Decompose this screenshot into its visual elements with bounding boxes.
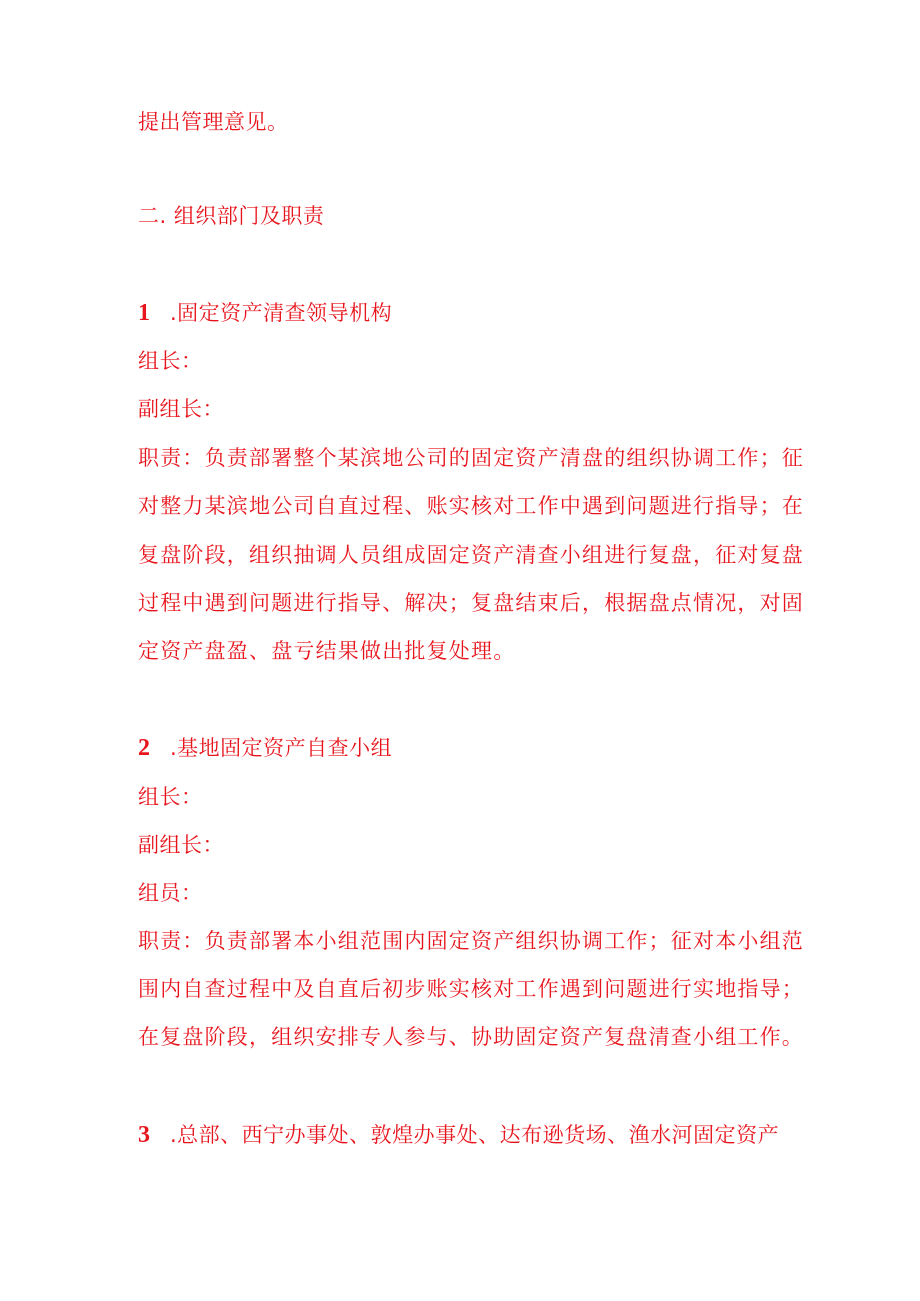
item1-heading (138, 298, 392, 328)
item2-duty-line: 职责：负责部署本小组范围内固定资产组织协调工作；征对本小组范 (138, 929, 804, 953)
item2-duty-line: 围内自查过程中及自直后初步账实核对工作遇到问题进行实地指导； (138, 977, 804, 1001)
intro-line: 提出管理意见。 (138, 110, 289, 134)
item1-duty-line: 职责：负责部署整个某滨地公司的固定资产清盘的组织协调工作；征 (138, 446, 804, 470)
item2-leader: 组长： (138, 785, 203, 809)
item2-deputy: 副组长： (138, 833, 224, 857)
item2-duty-line: 在复盘阶段，组织安排专人参与、协助固定资产复盘清查小组工作。 (138, 1025, 804, 1049)
item1-duty-line: 过程中遇到问题进行指导、解决；复盘结束后，根据盘点情况，对固 (138, 591, 804, 615)
item1-number: 1 (138, 300, 151, 326)
item3-number: 3 (138, 1122, 151, 1148)
item1-duty-line: 定资产盘盈、盘亏结果做出批复处理。 (138, 639, 516, 663)
item2-title: .基地固定资产自查小组 (170, 736, 393, 760)
item3-title: .总部、西宁办事处、敦煌办事处、达布逊货场、渔水河固定资产 (170, 1123, 780, 1147)
item1-title: .固定资产清查领导机构 (170, 301, 393, 325)
item1-leader: 组长： (138, 349, 203, 373)
item1-duty-line: 对整力某滨地公司自直过程、账实核对工作中遇到问题进行指导；在 (138, 494, 804, 518)
item3-heading (138, 1120, 779, 1150)
item1-duty-line: 复盘阶段，组织抽调人员组成固定资产清查小组进行复盘，征对复盘 (138, 543, 804, 567)
item2-heading (138, 733, 392, 763)
item2-number: 2 (138, 735, 151, 761)
item1-deputy: 副组长： (138, 397, 224, 421)
item2-members: 组员： (138, 881, 203, 905)
section-two-title: 二. 组织部门及职责 (138, 204, 325, 228)
